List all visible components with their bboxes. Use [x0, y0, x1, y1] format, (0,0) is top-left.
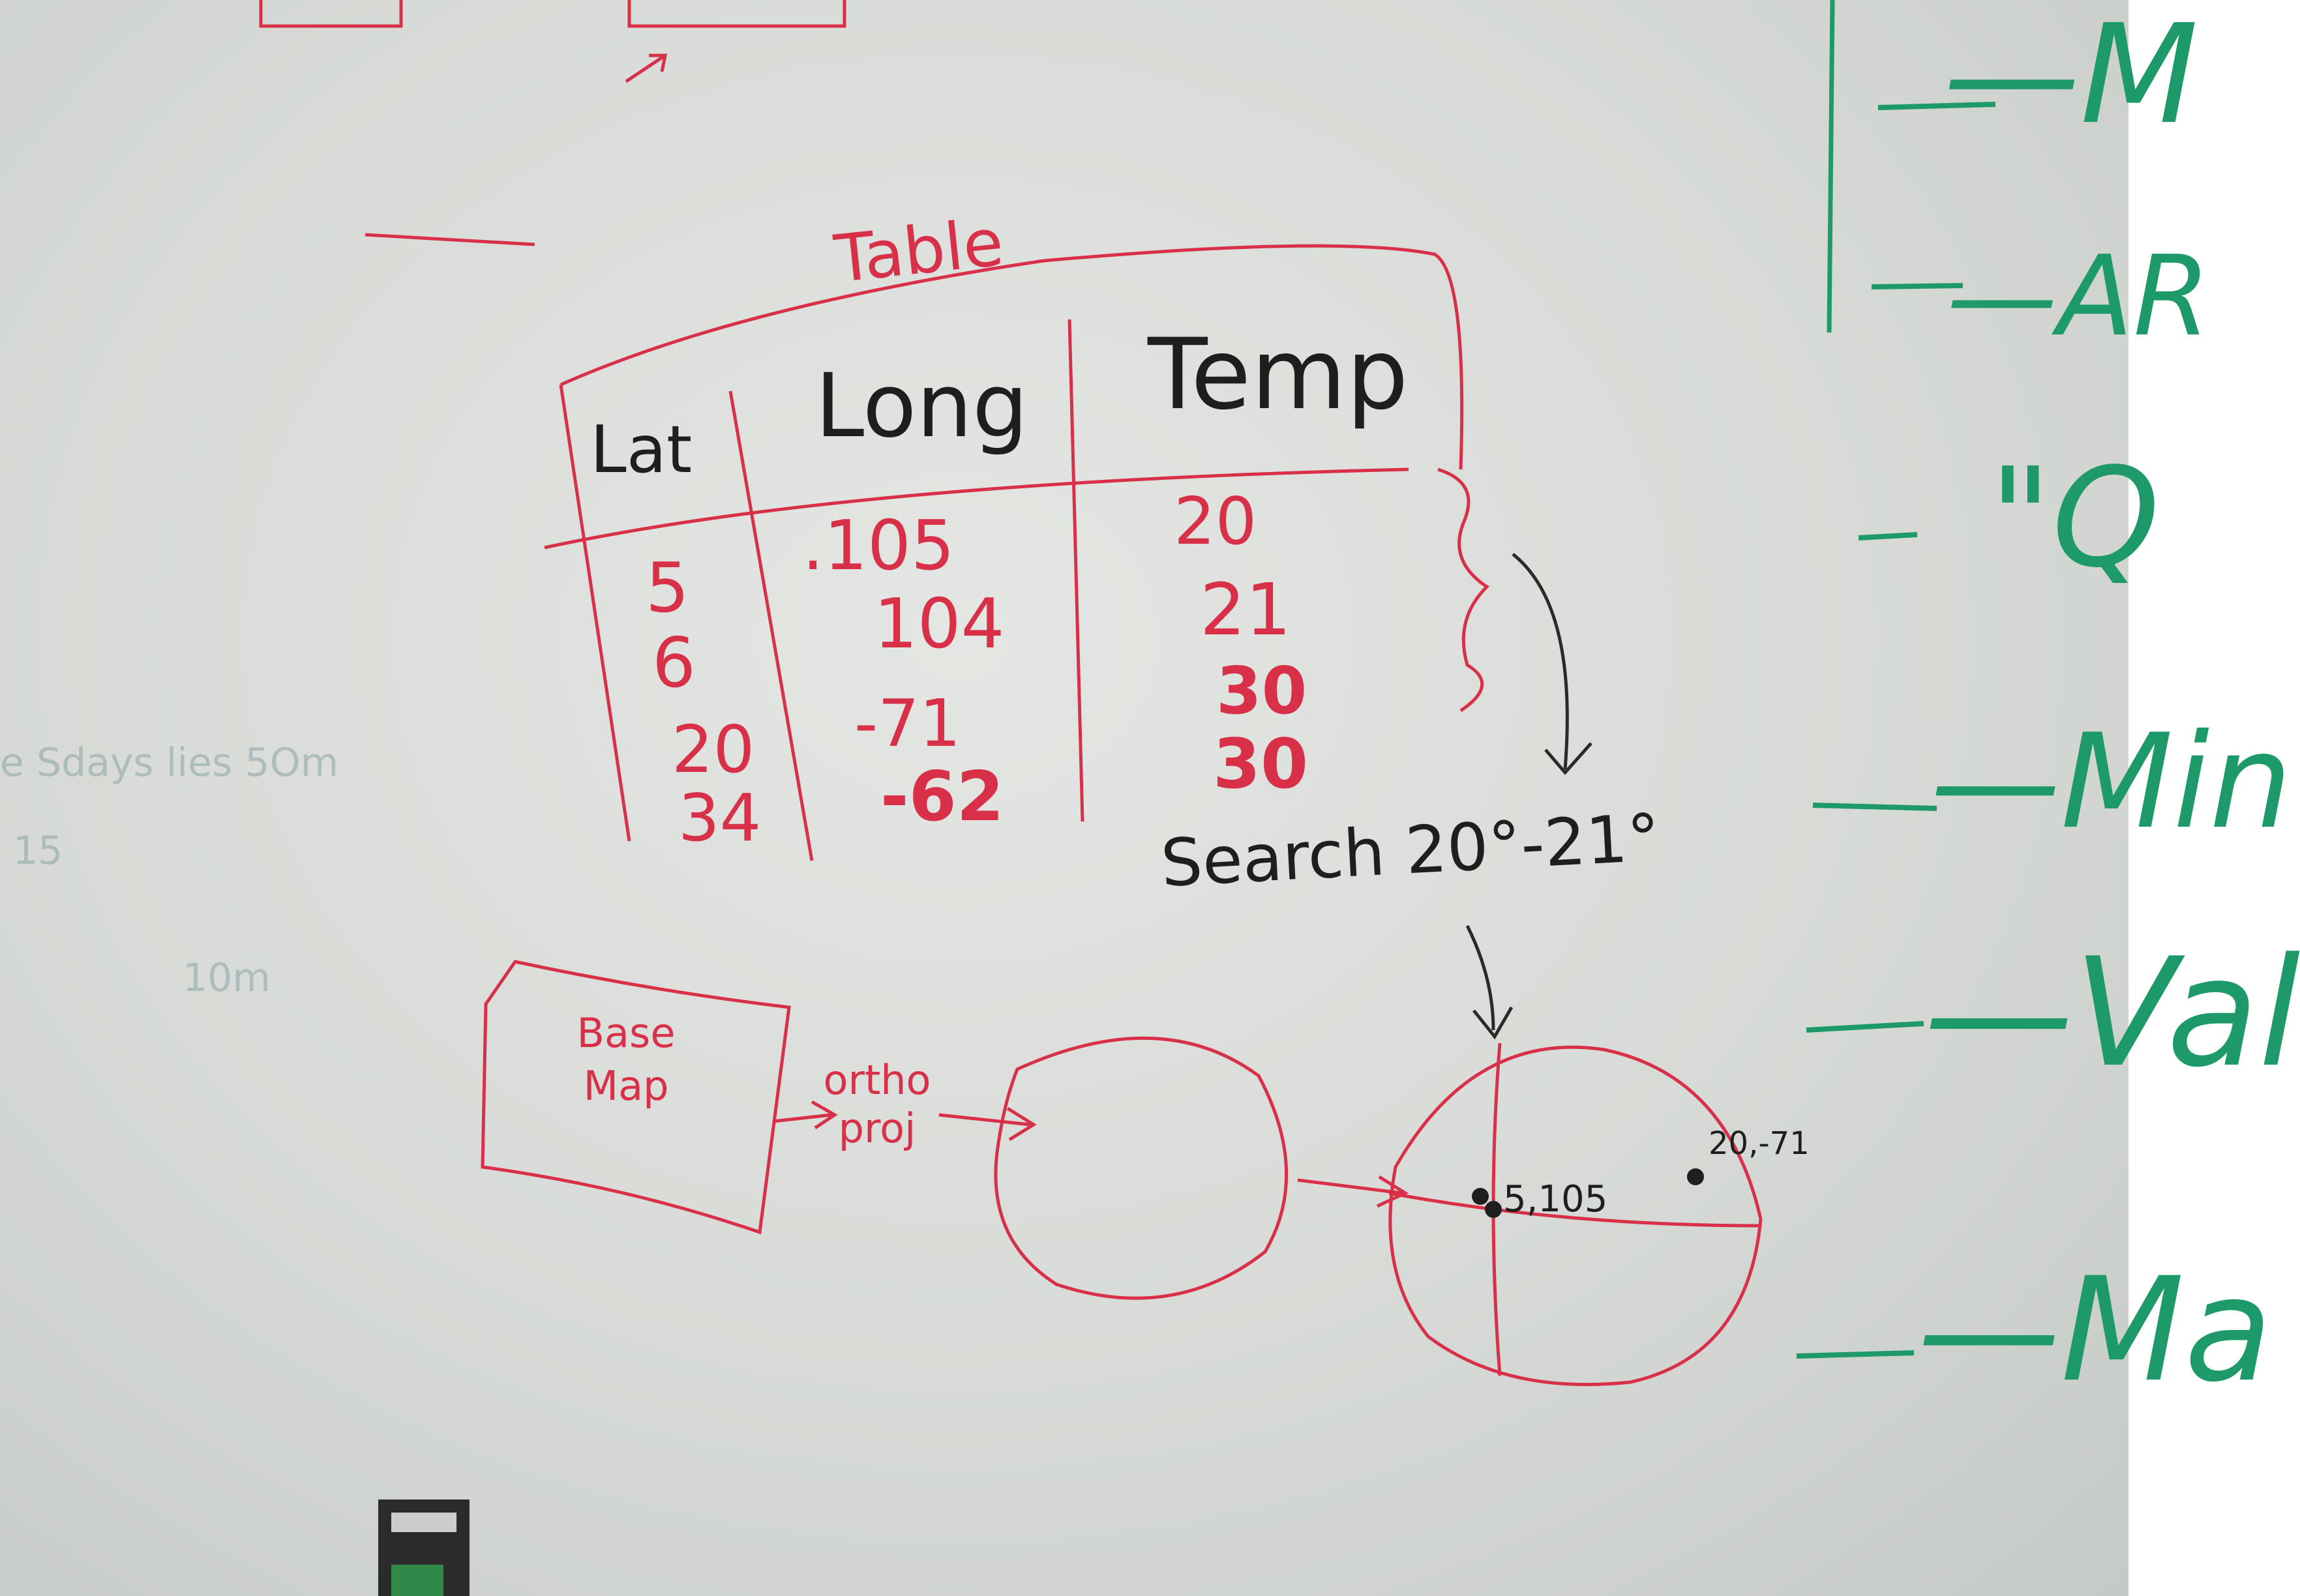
- table-to-search-arrow: [1467, 554, 1591, 1037]
- green-word: "Q: [1989, 438, 2160, 598]
- table-cell-lat: 5: [646, 548, 689, 628]
- green-word: —M: [1943, 0, 2199, 155]
- table-cell-temp: 21: [1200, 568, 1291, 651]
- green-word: —AR: [1947, 232, 2211, 361]
- table-cell-lat: 6: [652, 623, 696, 703]
- wall-outlet: [378, 1500, 470, 1596]
- table-cell-temp: 20: [1174, 483, 1257, 559]
- top-left-boxes: [261, 0, 844, 244]
- point-5-105-dot: [1472, 1188, 1489, 1205]
- table-cell-long: .105: [802, 506, 955, 585]
- faint-erased-text: e Sdays lies 5Om: [0, 740, 339, 786]
- table-cell-long: 104: [874, 584, 1005, 664]
- search-label: Search 20°-21°: [1159, 799, 1662, 902]
- table-header-lat: Lat: [590, 411, 693, 488]
- point-5-105-dot-2: [1485, 1201, 1502, 1218]
- blank-globe: [996, 1038, 1287, 1298]
- table-cell-temp: 30: [1216, 653, 1307, 729]
- green-divider: [1829, 0, 1832, 332]
- faint-erased-text: 15: [13, 828, 63, 874]
- green-word: —Ma: [1917, 1247, 2273, 1413]
- faint-erased-text: 10m: [183, 955, 271, 1001]
- table-cell-long: -62: [880, 757, 1004, 836]
- green-word: —Val: [1924, 926, 2300, 1101]
- table-title: Table: [831, 203, 1007, 298]
- table-header-long: Long: [815, 355, 1028, 457]
- table-header-temp: Temp: [1148, 318, 1409, 432]
- point-label-5-105: 5,105: [1503, 1178, 1608, 1220]
- point-20-71-dot: [1687, 1168, 1704, 1185]
- table-cell-long: -71: [854, 685, 961, 761]
- table-cell-lat: 34: [678, 780, 762, 856]
- green-word: —Min: [1930, 706, 2292, 858]
- table-cell-temp: 30: [1213, 724, 1309, 804]
- point-label-20-71: 20,-71: [1709, 1125, 1810, 1162]
- table-cell-lat: 20: [672, 711, 755, 788]
- projection-label: ortho proj: [823, 1056, 931, 1153]
- base-map-label: Base Map: [576, 1009, 676, 1110]
